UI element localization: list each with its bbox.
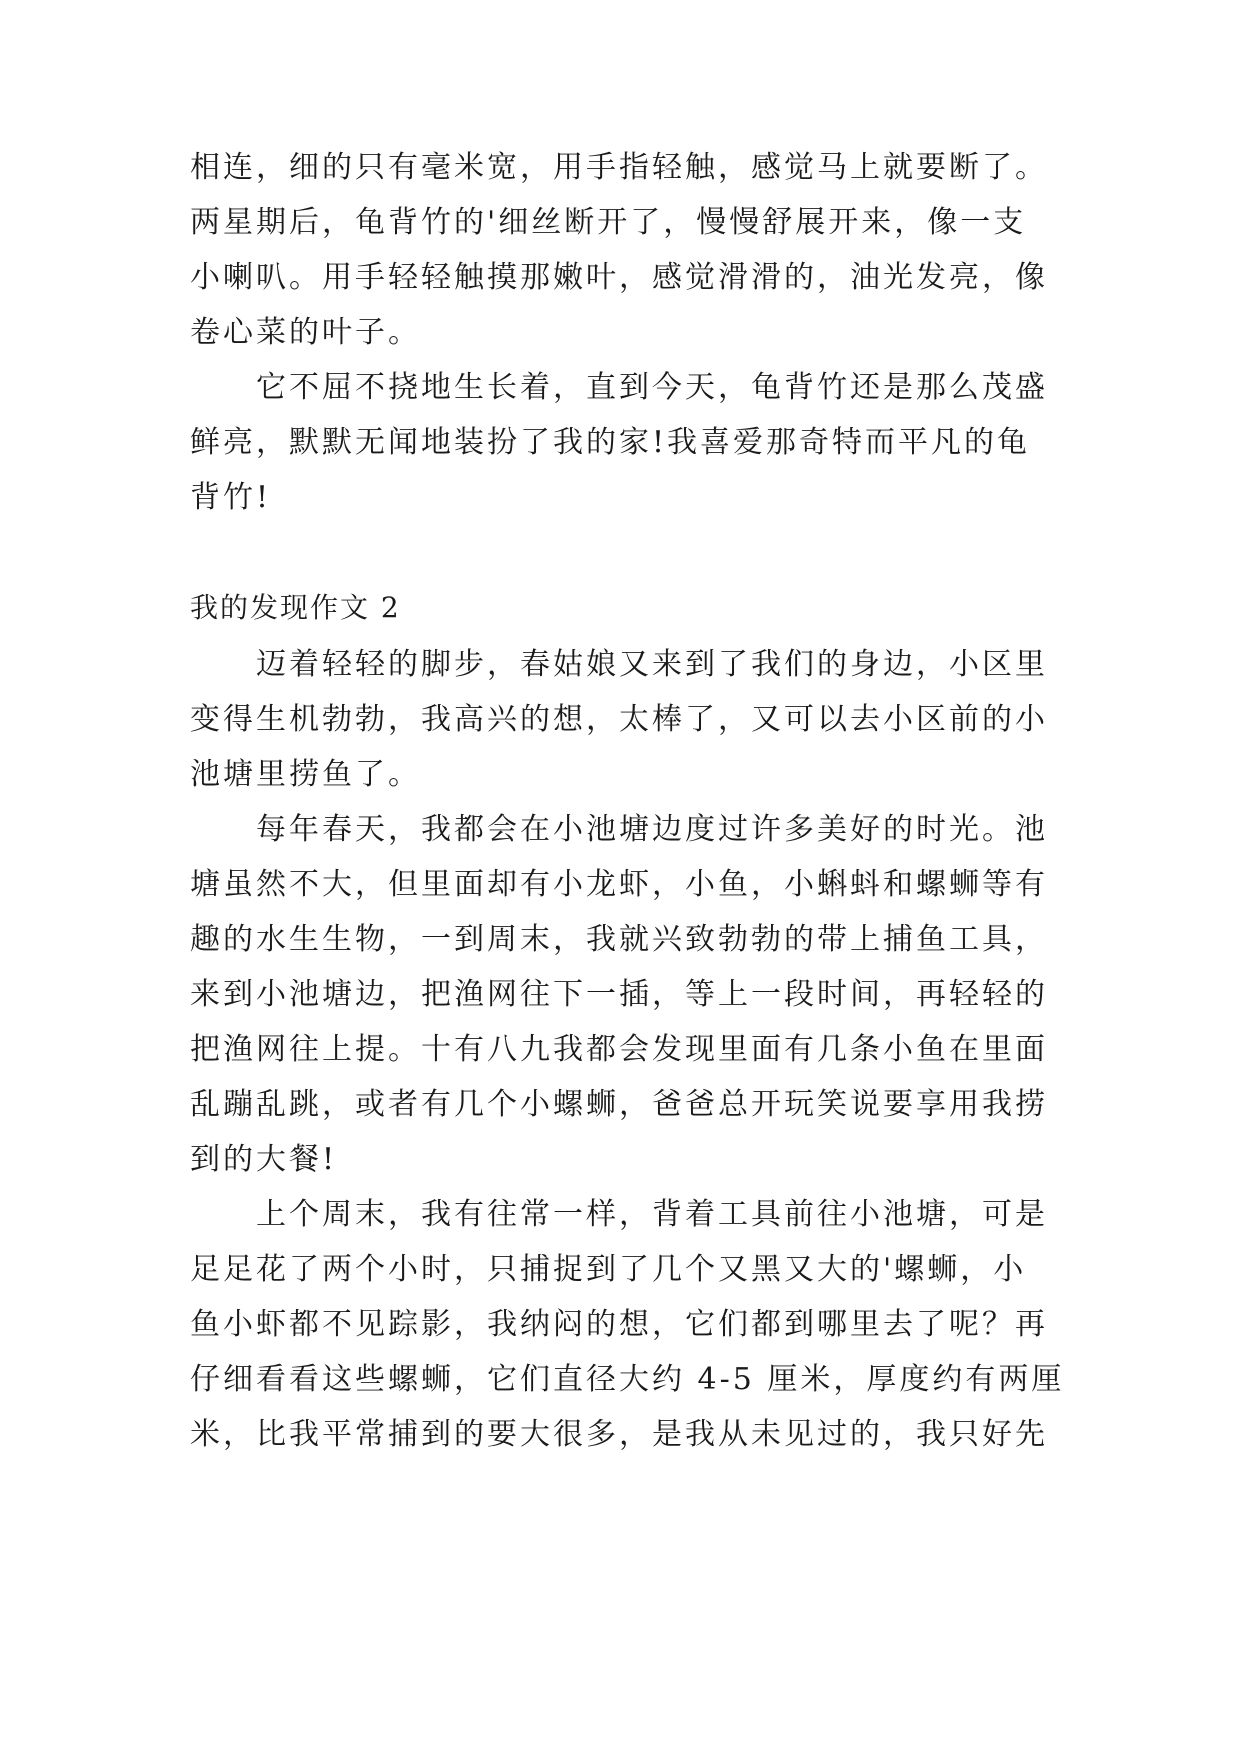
text-line: 每年春天，我都会在小池塘边度过许多美好的时光。池	[256, 812, 1048, 847]
text-line: 池塘里捞鱼了。	[190, 757, 421, 792]
text-line: 变得生机勃勃，我高兴的想，太棒了，又可以去小区前的小	[190, 702, 1048, 737]
text-line: 迈着轻轻的脚步，春姑娘又来到了我们的身边，小区里	[256, 647, 1048, 682]
text-line: 足足花了两个小时，只捕捉到了几个又黑又大的'螺蛳，小	[190, 1252, 1027, 1287]
text-line: 相连，细的只有毫米宽，用手指轻触，感觉马上就要断了。	[190, 150, 1048, 185]
text-line: 两星期后，龟背竹的'细丝断开了，慢慢舒展开来，像一支	[190, 205, 1027, 240]
text-line: 米，比我平常捕到的要大很多，是我从未见过的，我只好先	[190, 1417, 1048, 1452]
text-line: 鲜亮，默默无闻地装扮了我的家!我喜爱那奇特而平凡的龟	[190, 425, 1031, 460]
text-line: 上个周末，我有往常一样，背着工具前往小池塘，可是	[256, 1197, 1048, 1232]
text-line: 它不屈不挠地生长着，直到今天，龟背竹还是那么茂盛	[256, 370, 1048, 405]
text-line: 塘虽然不大，但里面却有小龙虾，小鱼，小蝌蚪和螺蛳等有	[190, 867, 1048, 902]
text-line: 小喇叭。用手轻轻触摸那嫩叶，感觉滑滑的，油光发亮，像	[190, 260, 1048, 295]
text-line: 把渔网往上提。十有八九我都会发现里面有几条小鱼在里面	[190, 1032, 1048, 1067]
text-line: 趣的水生生物，一到周末，我就兴致勃勃的带上捕鱼工具，	[190, 922, 1048, 957]
text-line: 到的大餐!	[190, 1142, 338, 1177]
text-line: 背竹!	[190, 480, 272, 515]
text-line: 乱蹦乱跳，或者有几个小螺蛳，爸爸总开玩笑说要享用我捞	[190, 1087, 1048, 1122]
section-title: 我的发现作文 2	[190, 591, 401, 624]
text-line: 鱼小虾都不见踪影，我纳闷的想，它们都到哪里去了呢？再	[190, 1307, 1048, 1342]
text-line: 仔细看看这些螺蛳，它们直径大约 4-5 厘米，厚度约有两厘	[190, 1362, 1065, 1397]
text-line: 来到小池塘边，把渔网往下一插，等上一段时间，再轻轻的	[190, 977, 1048, 1012]
text-line: 卷心菜的叶子。	[190, 315, 421, 350]
